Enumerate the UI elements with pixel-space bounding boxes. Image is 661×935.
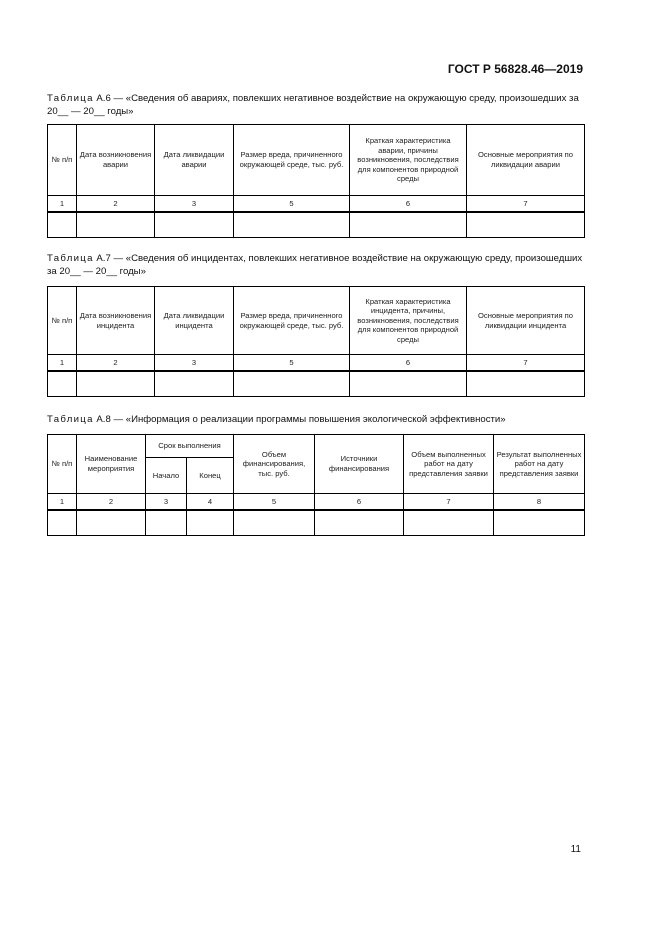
table-header-row [48, 287, 585, 355]
table-number: А.7 [96, 253, 111, 264]
header-cell: Основные мероприятия по ликвидации инцидента [467, 287, 585, 355]
table-number-row [48, 355, 585, 372]
header-cell: Размер вреда, причиненного окружающей среде, тыс. руб. [234, 125, 350, 196]
table-empty-row [48, 510, 585, 536]
number-cell: 7 [404, 494, 494, 511]
empty-cell [187, 510, 234, 536]
empty-cell [48, 371, 77, 397]
empty-cell [48, 212, 77, 238]
header-cell: Источники финансирования [315, 435, 404, 494]
number-cell: 6 [315, 494, 404, 511]
table-label: Таблица [47, 93, 94, 104]
empty-cell [48, 510, 77, 536]
empty-cell [404, 510, 494, 536]
table-a7-caption [47, 252, 583, 278]
table-title: — «Сведения об инцидентах, повлекших негативное воздействие на окружающую среду, произошедших за 20__ — 20__ годы» [47, 253, 583, 277]
empty-cell [494, 510, 585, 536]
empty-cell [146, 510, 187, 536]
table-number: А.6 [96, 93, 111, 104]
number-cell: 1 [48, 196, 77, 213]
header-cell: № п/п [48, 125, 77, 196]
header-cell: № п/п [48, 435, 77, 494]
header-cell: Краткая характеристика аварии, причины возникновения, последствия для компонентов природной среды [350, 125, 467, 196]
table-a6-caption [47, 92, 583, 118]
number-cell: 5 [234, 196, 350, 213]
document-code: ГОСТ Р 56828.46—2019 [447, 62, 583, 76]
number-cell: 2 [77, 494, 146, 511]
header-cell: Наименование мероприятия [77, 435, 146, 494]
table-header-row [48, 125, 585, 196]
header-cell: Объем финансирования, тыс. руб. [234, 435, 315, 494]
header-cell: Срок выполнения [146, 435, 234, 458]
number-cell: 3 [155, 355, 234, 372]
number-cell: 6 [350, 196, 467, 213]
table-label: Таблица [47, 253, 94, 264]
table-title: — «Сведения об авариях, повлекших негативное воздействие на окружающую среду, произошедших за 20__ — 20__ годы» [47, 93, 579, 117]
number-cell: 2 [77, 196, 155, 213]
header-cell: Основные мероприятия по ликвидации аварии [467, 125, 585, 196]
empty-cell [234, 212, 350, 238]
empty-cell [155, 371, 234, 397]
number-cell: 3 [155, 196, 234, 213]
empty-cell [234, 371, 350, 397]
number-cell: 5 [234, 355, 350, 372]
empty-cell [77, 212, 155, 238]
empty-cell [77, 371, 155, 397]
number-cell: 6 [350, 355, 467, 372]
header-cell: Конец [187, 458, 234, 494]
number-cell: 2 [77, 355, 155, 372]
header-cell: Размер вреда, причиненного окружающей среде, тыс. руб. [234, 287, 350, 355]
table-empty-row [48, 371, 585, 397]
table-title: — «Информация о реализации программы повышения экологической эффективности» [113, 414, 506, 425]
table-number: А.8 [96, 414, 111, 425]
header-cell: № п/п [48, 287, 77, 355]
table-header-row [48, 435, 585, 458]
table-number-row [48, 196, 585, 213]
header-cell: Результат выполненных работ на дату представления заявки [494, 435, 585, 494]
header-cell: Дата ликвидации аварии [155, 125, 234, 196]
table-label: Таблица [47, 414, 94, 425]
number-cell: 7 [467, 196, 585, 213]
number-cell: 1 [48, 494, 77, 511]
header-cell: Дата ликвидации инцидента [155, 287, 234, 355]
empty-cell [350, 371, 467, 397]
table-a6 [47, 124, 585, 238]
table-a7 [47, 286, 585, 397]
header-cell: Краткая характеристика инцидента, причины, возникновения, последствия для компонентов природной среды [350, 287, 467, 355]
number-cell: 5 [234, 494, 315, 511]
header-cell: Дата возникновения инцидента [77, 287, 155, 355]
empty-cell [315, 510, 404, 536]
empty-cell [77, 510, 146, 536]
number-cell: 8 [494, 494, 585, 511]
table-number-row [48, 494, 585, 511]
number-cell: 4 [187, 494, 234, 511]
number-cell: 7 [467, 355, 585, 372]
empty-cell [467, 212, 585, 238]
page-number: 11 [570, 844, 581, 855]
empty-cell [155, 212, 234, 238]
header-cell: Начало [146, 458, 187, 494]
number-cell: 3 [146, 494, 187, 511]
number-cell: 1 [48, 355, 77, 372]
table-a8-caption [47, 413, 583, 426]
empty-cell [467, 371, 585, 397]
table-empty-row [48, 212, 585, 238]
header-cell: Дата возникновения аварии [77, 125, 155, 196]
empty-cell [234, 510, 315, 536]
empty-cell [350, 212, 467, 238]
header-cell: Объем выполненных работ на дату представления заявки [404, 435, 494, 494]
table-a8 [47, 434, 585, 536]
